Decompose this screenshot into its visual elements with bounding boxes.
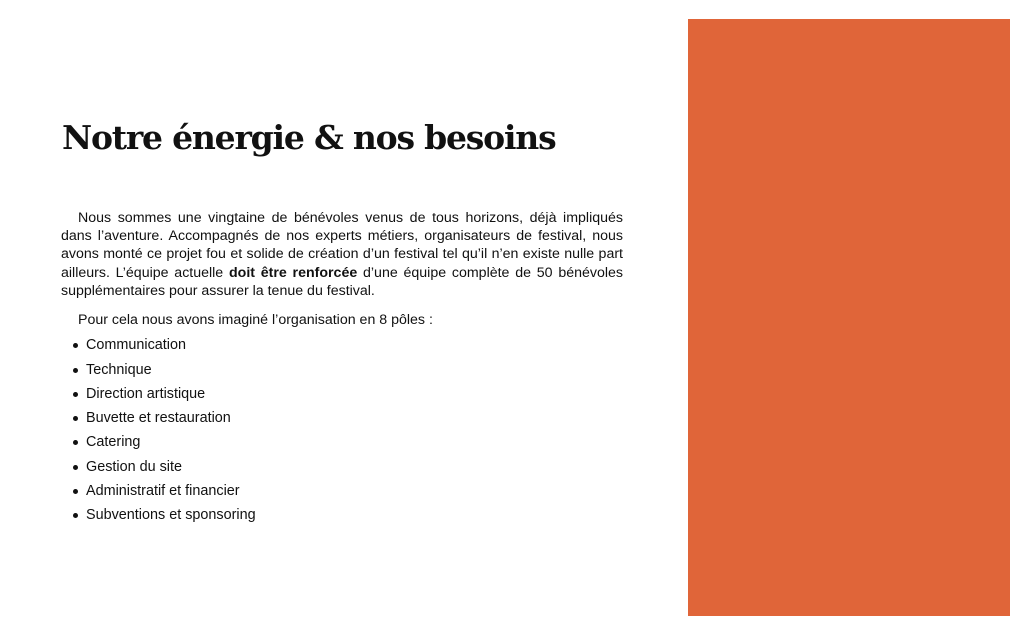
pole-label: Administratif et financier [86,483,240,499]
poles-intro: Pour cela nous avons imaginé l’organisation en 8 pôles : [78,312,433,329]
pole-label: Subventions et sponsoring [86,507,256,524]
pole-label: Gestion du site [86,458,182,475]
intro-paragraph [61,209,623,300]
intro-text-start: Nous sommes une vingtaine de bénévoles venus de tous horizons, déjà impliqués dans l’aventure. Accompagnés de nos experts métiers, organisateurs de festival, nous avons monté ce projet fou et solide de création d’un festival tel qu’il n’en existe nulle part ailleurs. L’équipe actuelle [61,210,623,281]
list-item [61,406,623,430]
bullet-icon [73,416,78,421]
bullet-icon [73,368,78,373]
intro-text-end: d’une équipe complète de 50 bénévoles supplémentaires pour assurer la tenue du festival. [61,264,624,299]
slide-title: Notre énergie & nos besoins [62,118,556,157]
list-item [61,455,623,479]
intro-text-bold: doit être renforcée [228,264,358,281]
list-item [61,382,623,406]
slide-body [61,209,623,528]
pole-label: Technique [86,361,152,378]
orange-color-panel [688,19,1010,616]
bullet-icon [73,343,78,348]
bullet-icon [73,489,78,494]
list-item [61,358,623,382]
list-item [61,503,623,527]
bullet-icon [73,440,78,445]
list-item [61,479,623,503]
pole-label: Buvette et restauration [86,410,231,427]
pole-label: Communication [86,337,186,354]
pole-label: Catering [86,434,141,451]
pole-label: Direction artistique [86,385,206,402]
bullet-icon [73,513,78,518]
list-item [61,430,623,454]
bullet-icon [73,392,78,397]
bullet-icon [73,465,78,470]
poles-list [61,333,623,527]
list-item [61,333,623,357]
